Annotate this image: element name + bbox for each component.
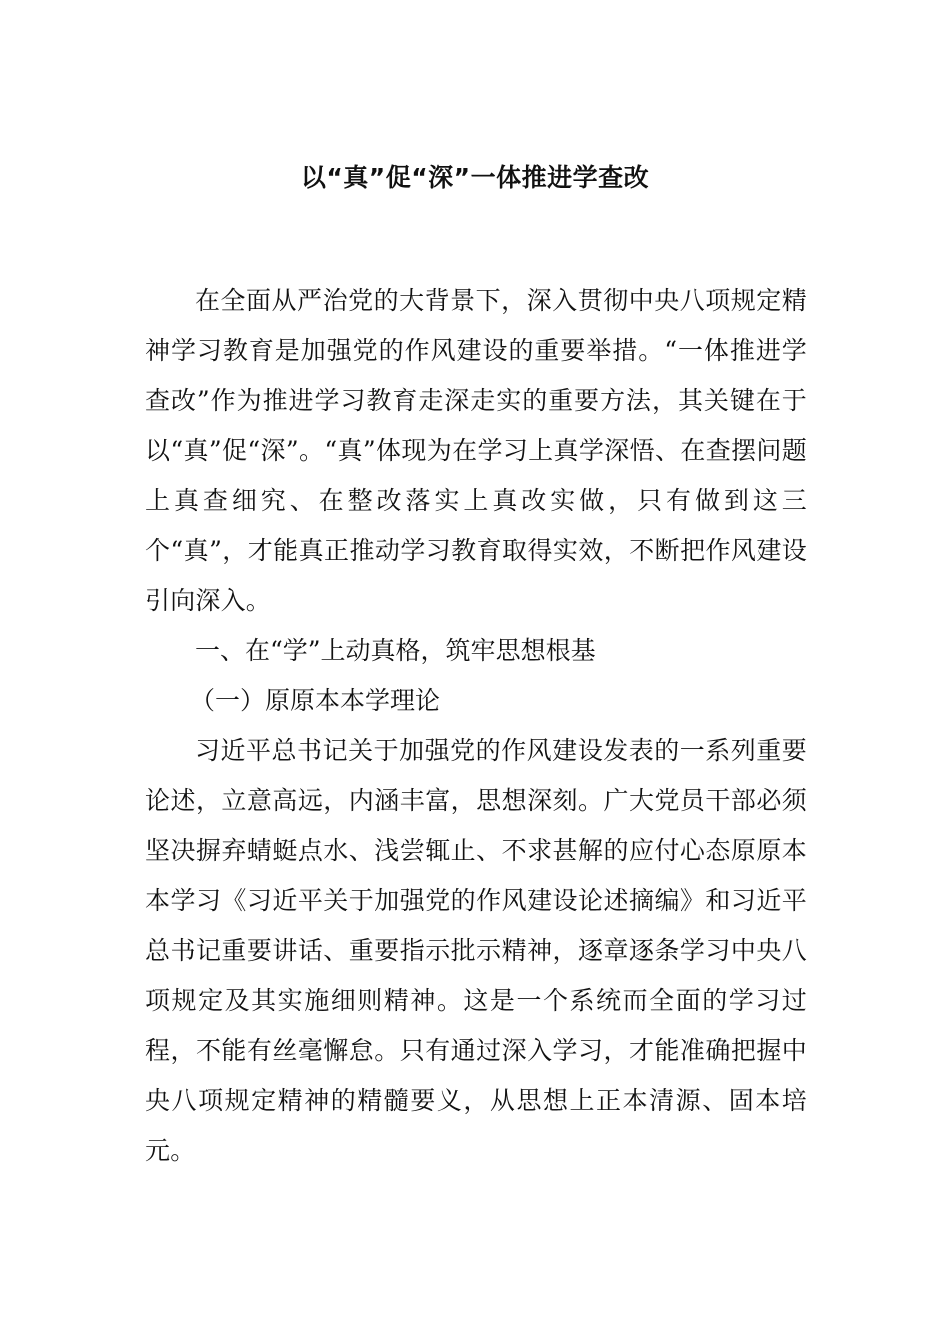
document-body [145,276,807,1176]
document-title: 以“真”促“深”一体推进学查改 [300,163,650,192]
subsection-heading-1-1: （一）原原本本学理论 [190,686,441,715]
intro-paragraph: 在全面从严治党的大背景下，深入贯彻中央八项规定精神学习教育是加强党的作风建设的重要举措。“一体推进学查改”作为推进学习教育走深走实的重要方法，其关键在于以“真”促“深”。“真”体现为在学习上真学深悟、在查摆问题上真查细究、在整改落实上真改实做，只有做到这三个“真”，才能真正推动学习教育取得实效，不断把作风建设引向深入。 [145,286,807,615]
section-heading-1: 一、在“学”上动真格，筑牢思想根基 [195,636,596,665]
body-paragraph-2: 习近平总书记关于加强党的作风建设发表的一系列重要论述，立意高远，内涵丰富，思想深刻。广大党员干部必须坚决摒弃蜻蜓点水、浅尝辄止、不求甚解的应付心态原原本本学习《习近平关于加强党的作风建设论述摘编》和习近平总书记重要讲话、重要指示批示精神，逐章逐条学习中央八项规定及其实施细则精神。这是一个系统而全面的学习过程，不能有丝毫懈怠。只有通过深入学习，才能准确把握中央八项规定精神的精髓要义，从思想上正本清源、固本培元。 [145,736,807,1165]
